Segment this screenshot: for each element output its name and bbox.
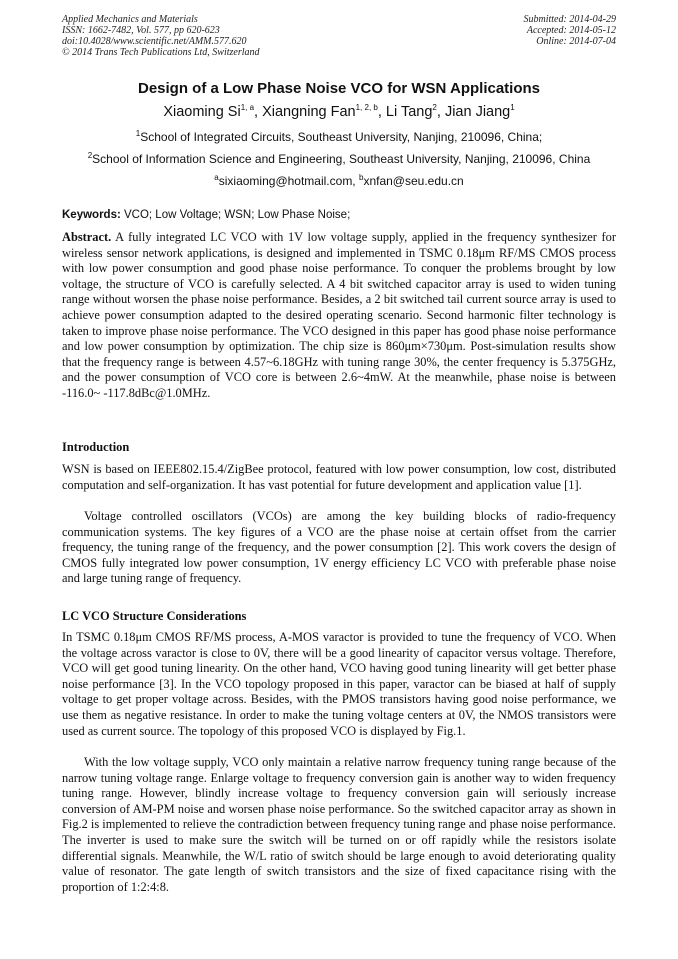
paragraph [62,630,616,739]
author-list: Xiaoming Si$^{1, a}$, Xiangning Fan$^{1, 2, b}$, Li Tang$^2$, Jian Jiang$^1$ [163,103,515,120]
section-heading-lc-vco: LC VCO Structure Considerations [62,609,247,623]
abstract-text: A fully integrated LC VCO with 1V low voltage supply, applied in the frequency synthesizer for wireless sensor network applications, is designed and implemented in TSMC 0.18μm RF/MS CMOS process with low power consumption and good phase noise performance. To conquer the problems brought by low voltage, the structure of VCO is carefully selected. A 4 bit switched capacitor array is used to widen tuning range without worsen the phase noise performance. Besides, a 2 bit switched tail current source array is used to achieve power consumption adapted to the desired operating scenario. Second harmonic filter technology is taken to improve phase noise performance. The VCO designed in this paper has good phase noise performance and low power consumption by optimization. The chip size is 860μm×730μm. Post-simulation results show that the frequency range is between 4.57~6.18GHz with tuning range 30%, the center frequency is 5.375GHz, and the power consumption of VCO core is between 2.6~4mW. At the meanwhile, phase noise is between -116.0~ -117.8dBc@1.0MHz. [62,230,616,400]
abstract-label: Abstract. [62,230,112,244]
author-sup: 1 [510,103,515,113]
publication-dates [524,14,617,47]
author-sup: 2 [432,103,437,113]
keywords-label: Keywords: [62,209,121,221]
email-sup: a [214,173,219,182]
journal-doi: doi:10.4028/www.scientific.net/AMM.577.620 [62,36,247,47]
abstract [62,230,616,402]
paragraph [62,462,616,493]
lc-vco-paragraph-2: With the low voltage supply, VCO only maintain a relative narrow frequency tuning range because of the narrow tuning voltage range. Enlarge voltage to frequency conversion gain is another way to widen frequency tuning range. However, blindly increase voltage to frequency conversion gain will seriously increase conversion of AM-PM noise and worsen phase noise performance. So the switched capacitor array as shown in Fig.2 is implemented to relieve the contradiction between frequency tuning range and phase noise performance. The inverter is used to make sure the switch will be turned on or off rapidly while the resistors isolate differential signals. Meanwhile, the W/L ratio of switch should be large enough to avoid deteriorating quality value of resonator. The gate length of switch transistors and the size of fixed capacitance rising with the proportion of 1:2:4:8. [62,755,616,894]
email-sup: b [359,173,364,182]
journal-issn: ISSN: 1662-7482, Vol. 577, pp 620-623 [62,25,220,36]
online-date: Online: 2014-07-04 [536,36,616,47]
affiliation-sup: 1 [135,129,141,138]
lc-vco-paragraph-1: In TSMC 0.18μm CMOS RF/MS process, A-MOS varactor is provided to tune the frequency of VCO. When the voltage across varactor is close to 0V, there will be a good linearity of capacitor versus voltage. Therefore, VCO will get good tuning linearity. On the other hand, VCO having good tuning linearity will get better phase noise performance [3]. In the VCO topology proposed in this paper, varactor can be biased at half of supply voltage to get proper voltage across. Besides, with the PMOS transistors having good noise performance, we use them as negative resistance. In order to make the tuning voltage centers at 0V, the NMOS transistors were used as current source. The topology of this proposed VCO is displayed by Fig.1. [62,630,616,738]
author-name: Xiaoming Si [163,104,241,120]
keywords [62,208,616,223]
author-emails [0,174,678,189]
paper-title: Design of a Low Phase Noise VCO for WSN Applications [138,80,540,97]
email-link[interactable]: sixiaoming@hotmail.com, [218,174,356,188]
paragraph [62,755,616,895]
affiliation-text: School of Information Science and Engineering, Southeast University, Nanjing, 210096, China [92,152,591,166]
journal-name: Applied Mechanics and Materials [62,14,198,25]
section-heading-introduction: Introduction [62,440,130,454]
journal-info [62,14,260,58]
affiliation-1 [0,130,678,145]
journal-copyright: © 2014 Trans Tech Publications Ltd, Switzerland [62,47,260,58]
affiliation-text: School of Integrated Circuits, Southeast University, Nanjing, 210096, China; [140,130,543,144]
author-sup: 1, 2, b [355,103,378,113]
author-name: Jian Jiang [444,104,511,120]
keywords-text: VCO; Low Voltage; WSN; Low Phase Noise; [124,209,351,221]
author-sup: 1, a [240,103,255,113]
affiliation-2 [0,152,678,167]
author-name: Xiangning Fan [262,104,356,120]
accepted-date: Accepted: 2014-05-12 [526,25,616,36]
paragraph [62,509,616,587]
introduction-paragraph-2: Voltage controlled oscillators (VCOs) are among the key building blocks of radio-frequency communication systems. The key figures of a VCO are the phase noise at certain offset from the carrier frequency, the tuning range of the frequency, and the power consumption [2]. This work covers the design of CMOS fully integrated low power consumption, 1V energy efficiency LC VCO with preferable phase noise and large tuning range of frequency. [62,509,616,586]
introduction-paragraph-1: WSN is based on IEEE802.15.4/ZigBee protocol, featured with low power consumption, low cost, distributed computation and self-organization. It has vast potential for future development and application value [1]. [62,462,616,492]
email-link[interactable]: xnfan@seu.edu.cn [363,174,464,188]
author-name: Li Tang [385,104,433,120]
submitted-date: Submitted: 2014-04-29 [523,14,616,25]
affiliation-sup: 2 [87,151,93,160]
